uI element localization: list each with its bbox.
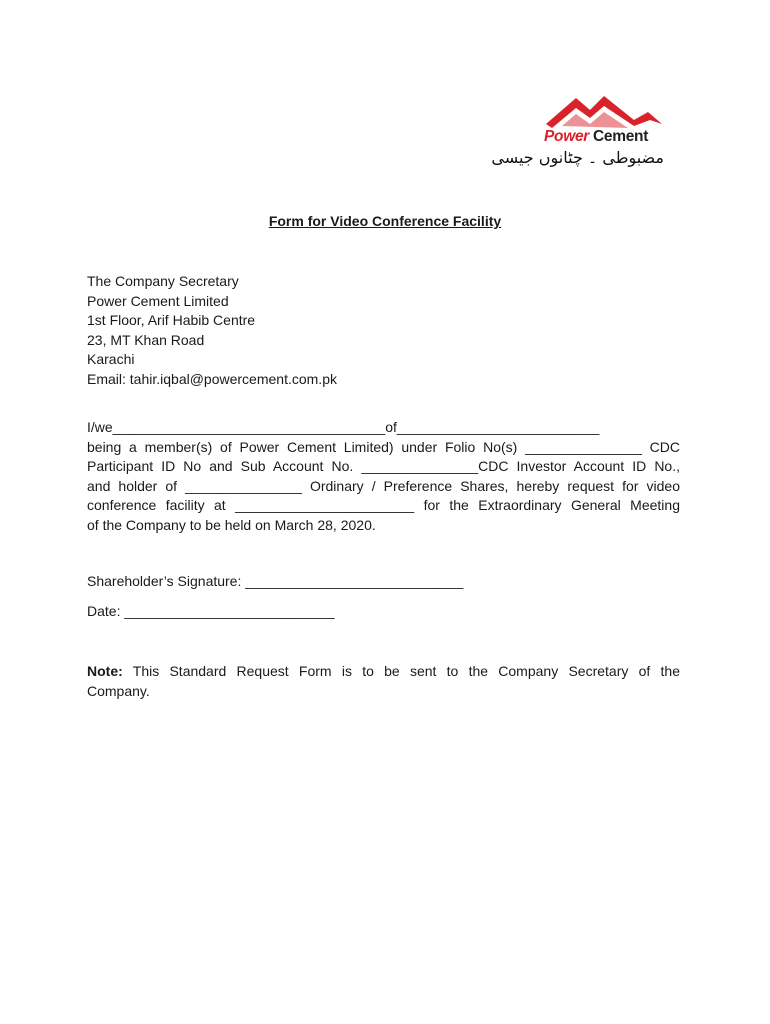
address-email: Email: tahir.iqbal@powercement.com.pk [87, 370, 337, 387]
paragraph-line: and holder of _______________ Ordinary / Preference Shares, hereby request for video [87, 477, 680, 494]
paragraph-line: conference facility at _______________________ for the Extraordinary General Meeting [87, 497, 680, 514]
address-line: 23, MT Khan Road [87, 331, 205, 348]
recipient-address [87, 272, 337, 390]
signature-line: Shareholder’s Signature: ____________________________ [87, 573, 464, 589]
paragraph-line: being a member(s) of Power Cement Limited) under Folio No(s) _______________ CDC [87, 438, 680, 455]
mountain-icon [538, 90, 668, 130]
note-line-1 [87, 661, 680, 681]
paragraph-line: Participant ID No and Sub Account No. _______________CDC Investor Account ID No., [87, 458, 680, 475]
address-line: Karachi [87, 351, 135, 368]
date-line: Date: ___________________________ [87, 603, 335, 619]
company-logo [491, 90, 668, 170]
paragraph-line: of the Company to be held on March 28, 2020. [87, 516, 376, 533]
address-line: Power Cement Limited [87, 292, 229, 309]
form-title: Form for Video Conference Facility [268, 213, 502, 229]
paragraph-line: I/we___________________________________of__________________________ [87, 419, 600, 435]
logo-word-cement: Cement [593, 128, 649, 145]
note-line-2: Company. [87, 683, 150, 699]
logo-word-power: Power [544, 128, 590, 145]
address-line: The Company Secretary [87, 273, 239, 289]
note-section [87, 661, 680, 701]
request-paragraph [87, 418, 680, 536]
logo-wordmark [544, 128, 648, 146]
note-text: This Standard Request Form is to be sent to the Company Secretary of the [122, 663, 680, 679]
note-label: Note: [87, 663, 123, 679]
logo-tagline: مضبوطی ۔ چٹانوں جیسی [491, 148, 664, 167]
address-line: 1st Floor, Arif Habib Centre [87, 312, 256, 329]
